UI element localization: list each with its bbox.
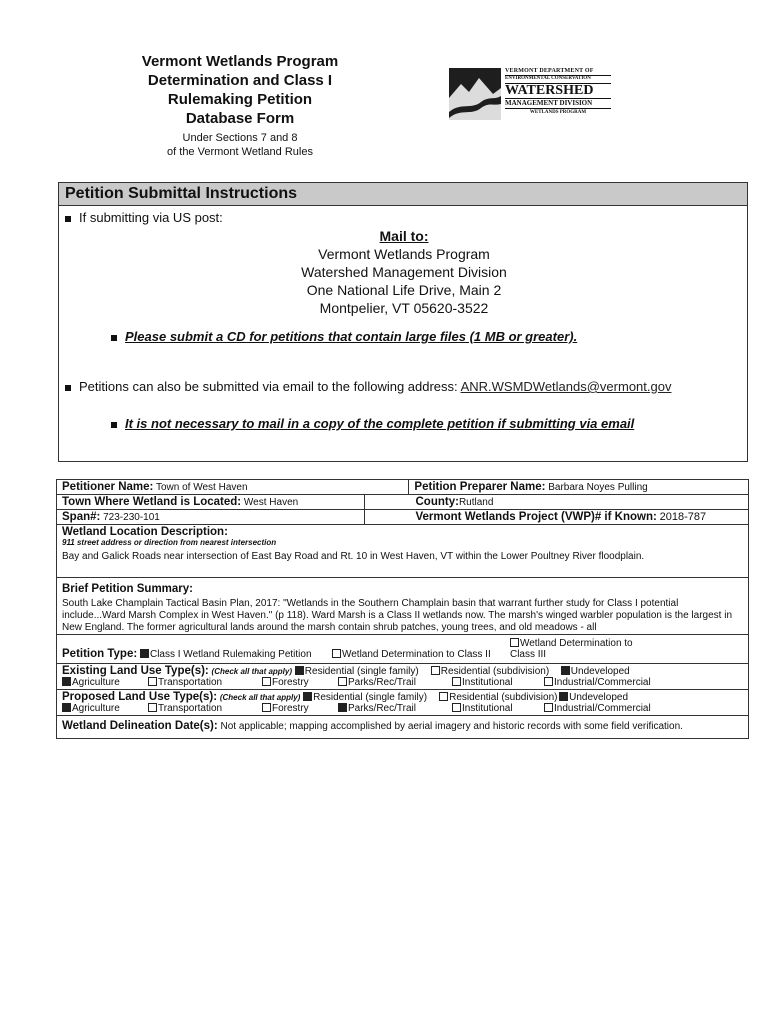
checkbox-unchecked-icon[interactable] bbox=[452, 703, 461, 712]
proposed-land-use-options bbox=[62, 703, 743, 714]
post-bullet-text: If submitting via US post: bbox=[79, 210, 223, 225]
checkbox-option[interactable] bbox=[262, 677, 338, 688]
checkbox-label: Industrial/Commercial bbox=[554, 677, 651, 688]
checkbox-option[interactable] bbox=[148, 677, 262, 688]
checkbox-option[interactable] bbox=[544, 703, 664, 714]
address-line: One National Life Drive, Main 2 bbox=[306, 282, 502, 298]
checkbox-unchecked-icon[interactable] bbox=[439, 692, 448, 701]
preparer-label: Petition Preparer Name: bbox=[414, 481, 546, 493]
petition-type-label: Petition Type: bbox=[62, 648, 138, 660]
checkbox-unchecked-icon[interactable] bbox=[431, 666, 440, 675]
title-line: Database Form bbox=[185, 110, 295, 127]
checkbox-label: Undeveloped bbox=[569, 692, 629, 703]
span-label: Span#: bbox=[62, 511, 101, 523]
checkbox-checked-icon[interactable] bbox=[62, 703, 71, 712]
title-line: Determination and Class I bbox=[147, 72, 333, 89]
checkbox-unchecked-icon[interactable] bbox=[544, 703, 553, 712]
logo-line: WETLANDS PROGRAM bbox=[505, 108, 611, 116]
mailing-address bbox=[239, 227, 569, 317]
petitioner-label: Petitioner Name: bbox=[62, 481, 154, 493]
summary-value[interactable]: South Lake Champlain Tactical Basin Plan, 2017: "Wetlands in the Southern Champlain basin that warrant further study for Class I potential include...Ward Marsh Complex in West Haven." (p 118). Ward Marsh is a Class II wetlands now. The marsh's winged warbler population is the largest in New England. The former agricultural lands around the marsh contain shrub patches, young trees, and old meadows - all bbox=[62, 598, 733, 633]
checkbox-label: Undeveloped bbox=[570, 666, 630, 677]
checkbox-label: Forestry bbox=[272, 703, 309, 714]
checkbox-label: Agriculture bbox=[72, 703, 120, 714]
proposed-land-use-options bbox=[303, 692, 639, 703]
checkbox-option[interactable] bbox=[338, 703, 452, 714]
summary-cell bbox=[57, 578, 749, 635]
delineation-value[interactable]: Not applicable; mapping accomplished by aerial imagery and historic records with some field verification. bbox=[220, 721, 683, 732]
checkbox-option[interactable] bbox=[295, 666, 431, 677]
cd-note bbox=[111, 329, 577, 344]
checkbox-unchecked-icon[interactable] bbox=[510, 638, 519, 647]
location-value[interactable]: Bay and Galick Roads near intersection of East Bay Road and Rt. 10 in West Haven, VT within the Lower Poultney River floodplain. bbox=[62, 551, 645, 562]
checkbox-option[interactable] bbox=[452, 677, 544, 688]
logo-line: WATERSHED bbox=[505, 83, 611, 99]
checkbox-label: Parks/Rec/Trail bbox=[348, 703, 416, 714]
post-bullet bbox=[65, 210, 223, 225]
checkbox-label: Transportation bbox=[158, 703, 223, 714]
cd-note-text: Please submit a CD for petitions that contain large files (1 MB or greater). bbox=[125, 329, 578, 344]
bullet-icon bbox=[65, 216, 71, 222]
checkbox-label: Institutional bbox=[462, 703, 513, 714]
checkbox-option[interactable] bbox=[510, 638, 660, 660]
checkbox-option[interactable] bbox=[303, 692, 439, 703]
checkbox-label: Wetland Determination to Class II bbox=[341, 649, 491, 660]
checkbox-label: Wetland Determination to Class III bbox=[509, 638, 633, 660]
subtitle-line: Under Sections 7 and 8 bbox=[182, 132, 298, 144]
petitioner-value[interactable]: Town of West Haven bbox=[156, 482, 248, 493]
checkbox-checked-icon[interactable] bbox=[561, 666, 570, 675]
subtitle-line: of the Vermont Wetland Rules bbox=[167, 146, 313, 158]
watershed-logo bbox=[449, 68, 611, 120]
town-value[interactable]: West Haven bbox=[243, 497, 299, 508]
checkbox-option[interactable] bbox=[140, 649, 332, 660]
checkbox-label: Residential (subdivision) bbox=[449, 692, 558, 703]
checkbox-label: Forestry bbox=[272, 677, 309, 688]
existing-land-use-label: Existing Land Use Type(s): bbox=[62, 665, 209, 677]
logo-line: VERMONT DEPARTMENT OF bbox=[505, 68, 611, 76]
county-value[interactable]: Rutland bbox=[458, 497, 494, 508]
checkbox-checked-icon[interactable] bbox=[62, 677, 71, 686]
checkbox-option[interactable] bbox=[452, 703, 544, 714]
checkbox-unchecked-icon[interactable] bbox=[544, 677, 553, 686]
address-line: Vermont Wetlands Program bbox=[318, 246, 490, 262]
petition-type-cell bbox=[57, 635, 749, 664]
county-label: County: bbox=[415, 496, 459, 508]
email-note bbox=[111, 416, 634, 431]
petition-form-table bbox=[56, 479, 749, 739]
checkbox-unchecked-icon[interactable] bbox=[148, 677, 157, 686]
checkbox-option[interactable] bbox=[439, 692, 559, 703]
checkbox-option[interactable] bbox=[148, 703, 262, 714]
petitioner-cell bbox=[57, 480, 409, 495]
checkbox-label: Institutional bbox=[462, 677, 513, 688]
mail-to-heading: Mail to: bbox=[379, 228, 429, 244]
checkbox-label: Residential (subdivision) bbox=[440, 666, 550, 677]
summary-label: Brief Petition Summary: bbox=[62, 583, 193, 595]
bullet-icon bbox=[111, 422, 117, 428]
checkbox-unchecked-icon[interactable] bbox=[338, 677, 347, 686]
delineation-cell bbox=[57, 716, 749, 739]
checkbox-label: Industrial/Commercial bbox=[554, 703, 651, 714]
checkbox-option[interactable] bbox=[332, 649, 510, 660]
checkbox-label: Class I Wetland Rulemaking Petition bbox=[149, 649, 312, 660]
proposed-land-use-cell bbox=[57, 690, 749, 716]
logo-line: ENVIRONMENTAL CONSERVATION bbox=[505, 76, 591, 81]
email-link[interactable]: ANR.WSMDWetlands@vermont.gov bbox=[460, 379, 672, 394]
preparer-cell bbox=[409, 480, 749, 495]
address-line: Watershed Management Division bbox=[301, 264, 507, 280]
petition-type-options bbox=[140, 638, 660, 660]
checkbox-checked-icon[interactable] bbox=[338, 703, 347, 712]
checkbox-checked-icon[interactable] bbox=[559, 692, 568, 701]
instructions-heading: Petition Submittal Instructions bbox=[59, 183, 747, 206]
mountain-river-icon bbox=[449, 68, 501, 120]
checkbox-label: Parks/Rec/Trail bbox=[348, 677, 416, 688]
location-label: Wetland Location Description: bbox=[62, 526, 228, 538]
email-bullet-text: Petitions can also be submitted via email to the following address: bbox=[79, 379, 458, 394]
checkbox-option[interactable] bbox=[338, 677, 452, 688]
existing-land-use-cell bbox=[57, 664, 749, 690]
form-title-block bbox=[120, 52, 360, 159]
existing-land-use-options bbox=[62, 677, 743, 688]
checkbox-label: Residential (single family) bbox=[313, 692, 428, 703]
bullet-icon bbox=[111, 335, 117, 341]
span-cell bbox=[57, 510, 365, 525]
checkbox-option[interactable] bbox=[62, 703, 148, 714]
checkbox-checked-icon[interactable] bbox=[295, 666, 304, 675]
preparer-value[interactable]: Barbara Noyes Pulling bbox=[548, 482, 648, 493]
checkbox-option[interactable] bbox=[431, 666, 561, 677]
proposed-land-use-label: Proposed Land Use Type(s): bbox=[62, 691, 218, 703]
checkbox-unchecked-icon[interactable] bbox=[452, 677, 461, 686]
vwp-value[interactable]: 2018-787 bbox=[659, 511, 707, 523]
submittal-instructions-box bbox=[58, 182, 748, 462]
town-label: Town Where Wetland is Located: bbox=[62, 496, 242, 508]
checkbox-unchecked-icon[interactable] bbox=[332, 649, 341, 658]
checkbox-option[interactable] bbox=[262, 703, 338, 714]
county-cell bbox=[364, 495, 749, 510]
location-hint: 911 street address or direction from nearest intersection bbox=[62, 538, 277, 547]
logo-line: MANAGEMENT DIVISION bbox=[505, 99, 593, 107]
checkbox-unchecked-icon[interactable] bbox=[262, 677, 271, 686]
checkbox-checked-icon[interactable] bbox=[303, 692, 312, 701]
address-line: Montpelier, VT 05620-3522 bbox=[319, 300, 489, 316]
checkbox-option[interactable] bbox=[559, 692, 639, 703]
checkbox-unchecked-icon[interactable] bbox=[262, 703, 271, 712]
checkbox-option[interactable] bbox=[544, 677, 664, 688]
span-value[interactable]: 723-230-101 bbox=[103, 512, 160, 523]
town-cell bbox=[57, 495, 365, 510]
checkbox-option[interactable] bbox=[561, 666, 641, 677]
checkbox-checked-icon[interactable] bbox=[140, 649, 149, 658]
vwp-label: Vermont Wetlands Project (VWP)# if Known: bbox=[415, 511, 657, 523]
proposed-land-use-hint: (Check all that apply) bbox=[219, 693, 301, 702]
checkbox-label: Transportation bbox=[158, 677, 223, 688]
checkbox-unchecked-icon[interactable] bbox=[148, 703, 157, 712]
vwp-cell bbox=[364, 510, 749, 525]
existing-land-use-options bbox=[295, 666, 641, 677]
bullet-icon bbox=[65, 385, 71, 391]
existing-land-use-hint: (Check all that apply) bbox=[211, 667, 293, 676]
location-cell bbox=[57, 525, 749, 578]
title-line: Vermont Wetlands Program bbox=[141, 53, 339, 70]
checkbox-label: Residential (single family) bbox=[304, 666, 419, 677]
email-bullet bbox=[65, 379, 671, 394]
checkbox-option[interactable] bbox=[62, 677, 148, 688]
email-note-text: It is not necessary to mail in a copy of the complete petition if submitting via email bbox=[125, 416, 635, 431]
delineation-label: Wetland Delineation Date(s): bbox=[62, 720, 218, 732]
title-line: Rulemaking Petition bbox=[167, 91, 313, 108]
checkbox-label: Agriculture bbox=[72, 677, 120, 688]
